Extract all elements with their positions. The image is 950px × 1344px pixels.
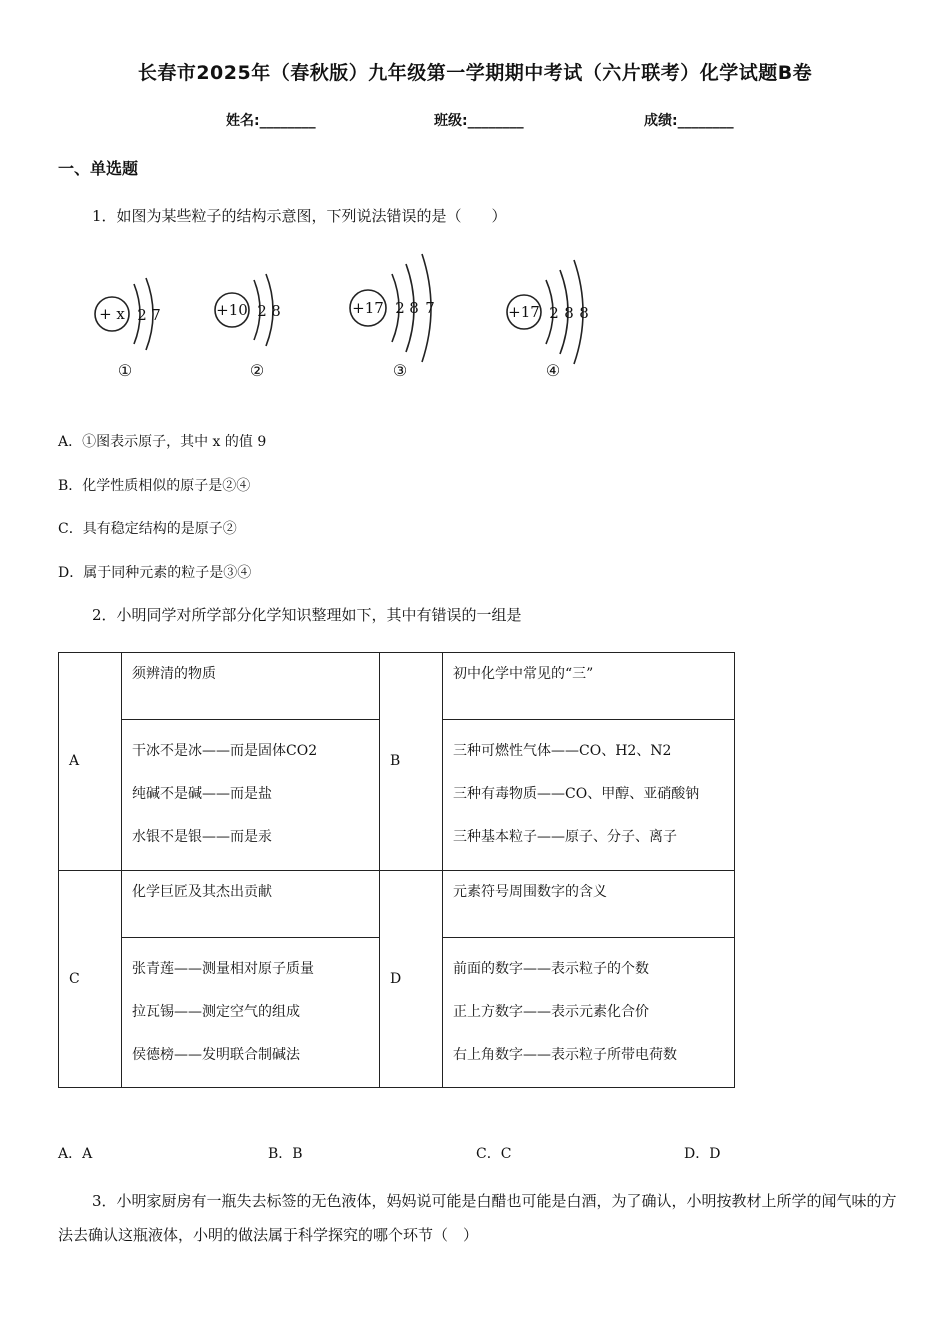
group-label-b: B xyxy=(380,653,443,871)
table-line: 正上方数字——表示元素化合价 xyxy=(453,1003,649,1020)
group-d-heading: 元素符号周围数字的含义 xyxy=(443,870,735,937)
figure-label-3: ③ xyxy=(392,361,408,380)
group-c-heading: 化学巨匠及其杰出贡献 xyxy=(122,870,380,937)
question-3-stem: 3．小明家厨房有一瓶失去标签的无色液体，妈妈说可能是白醋也可能是白酒，为了确认，小明按教材上所学的闻气味的方法去确认这瓶液体，小明的做法属于科学探究的哪个环节（ ） xyxy=(58,1192,897,1244)
table-line: 三种可燃性气体——CO、H2、N2 xyxy=(453,743,672,760)
table-line: 右上角数字——表示粒子所带电荷数 xyxy=(453,1046,677,1063)
group-label-a: A xyxy=(59,653,122,871)
score-field: 成绩:________ xyxy=(644,113,734,129)
nucleus-charge-4: +17 xyxy=(508,303,540,321)
q1-option-b[interactable]: B．化学性质相似的原子是②④ xyxy=(58,478,251,494)
shell-electrons: 8 xyxy=(564,304,574,322)
shell-electrons: 8 xyxy=(409,299,419,317)
question-1-stem: 1．如图为某些粒子的结构示意图，下列说法错误的是（ ） xyxy=(92,207,507,225)
table-line: 前面的数字——表示粒子的个数 xyxy=(453,960,649,977)
shell-electrons: 7 xyxy=(151,306,161,324)
table-line: 三种基本粒子——原子、分子、离子 xyxy=(453,829,677,846)
shell-electrons: 2 xyxy=(549,304,559,322)
shell-electrons: 8 xyxy=(271,302,281,320)
q1-option-c[interactable]: C．具有稳定结构的是原子② xyxy=(58,521,237,537)
group-a-content xyxy=(122,720,380,871)
nucleus-charge-1: + x xyxy=(99,305,125,323)
nucleus-charge-3: +17 xyxy=(352,299,384,317)
group-c-content xyxy=(122,937,380,1088)
section-heading-single-choice: 一、单选题 xyxy=(58,159,139,178)
q1-option-d[interactable]: D．属于同种元素的粒子是③④ xyxy=(58,565,252,581)
nucleus-charge-2: +10 xyxy=(216,301,248,319)
table-line: 张青莲——测量相对原子质量 xyxy=(132,960,314,977)
figure-label-1: ① xyxy=(117,361,133,380)
group-b-content xyxy=(443,720,735,871)
knowledge-summary-table xyxy=(58,652,735,1088)
group-label-d: D xyxy=(380,870,443,1088)
shell-electrons: 8 xyxy=(579,304,589,322)
group-d-content xyxy=(443,937,735,1088)
table-line: 侯德榜——发明联合制碱法 xyxy=(132,1046,300,1063)
figure-label-2: ② xyxy=(249,361,265,380)
student-name-field: 姓名:________ xyxy=(226,113,316,129)
shell-electrons: 2 xyxy=(257,302,267,320)
q1-option-a[interactable]: A．①图表示原子，其中 x 的值 9 xyxy=(58,434,267,450)
group-a-heading: 须辨清的物质 xyxy=(122,653,380,720)
group-label-c: C xyxy=(59,870,122,1088)
q2-answer-d[interactable]: D．D xyxy=(684,1146,721,1162)
q2-answer-c[interactable]: C．C xyxy=(476,1146,512,1162)
question-2-stem: 2．小明同学对所学部分化学知识整理如下，其中有错误的一组是 xyxy=(92,606,522,624)
shell-electrons: 2 xyxy=(395,299,405,317)
shell-electrons: 2 xyxy=(137,306,147,324)
table-line: 干冰不是冰——而是固体CO2 xyxy=(132,743,318,760)
table-line: 纯碱不是碱——而是盐 xyxy=(132,786,272,803)
table-line: 三种有毒物质——CO、甲醇、亚硝酸钠 xyxy=(453,786,700,803)
shell-electrons: 7 xyxy=(425,299,435,317)
group-b-heading: 初中化学中常见的“三” xyxy=(443,653,735,720)
class-field: 班级:________ xyxy=(434,113,524,129)
table-line: 水银不是银——而是汞 xyxy=(132,829,272,846)
q2-answer-a[interactable]: A．A xyxy=(58,1146,93,1162)
exam-title: 长春市2025年（春秋版）九年级第一学期期中考试（六片联考）化学试题B卷 xyxy=(137,62,813,84)
q2-answer-b[interactable]: B．B xyxy=(268,1146,303,1162)
particle-structure-diagram xyxy=(80,240,620,390)
figure-label-4: ④ xyxy=(545,361,561,380)
table-line: 拉瓦锡——测定空气的组成 xyxy=(132,1003,300,1020)
